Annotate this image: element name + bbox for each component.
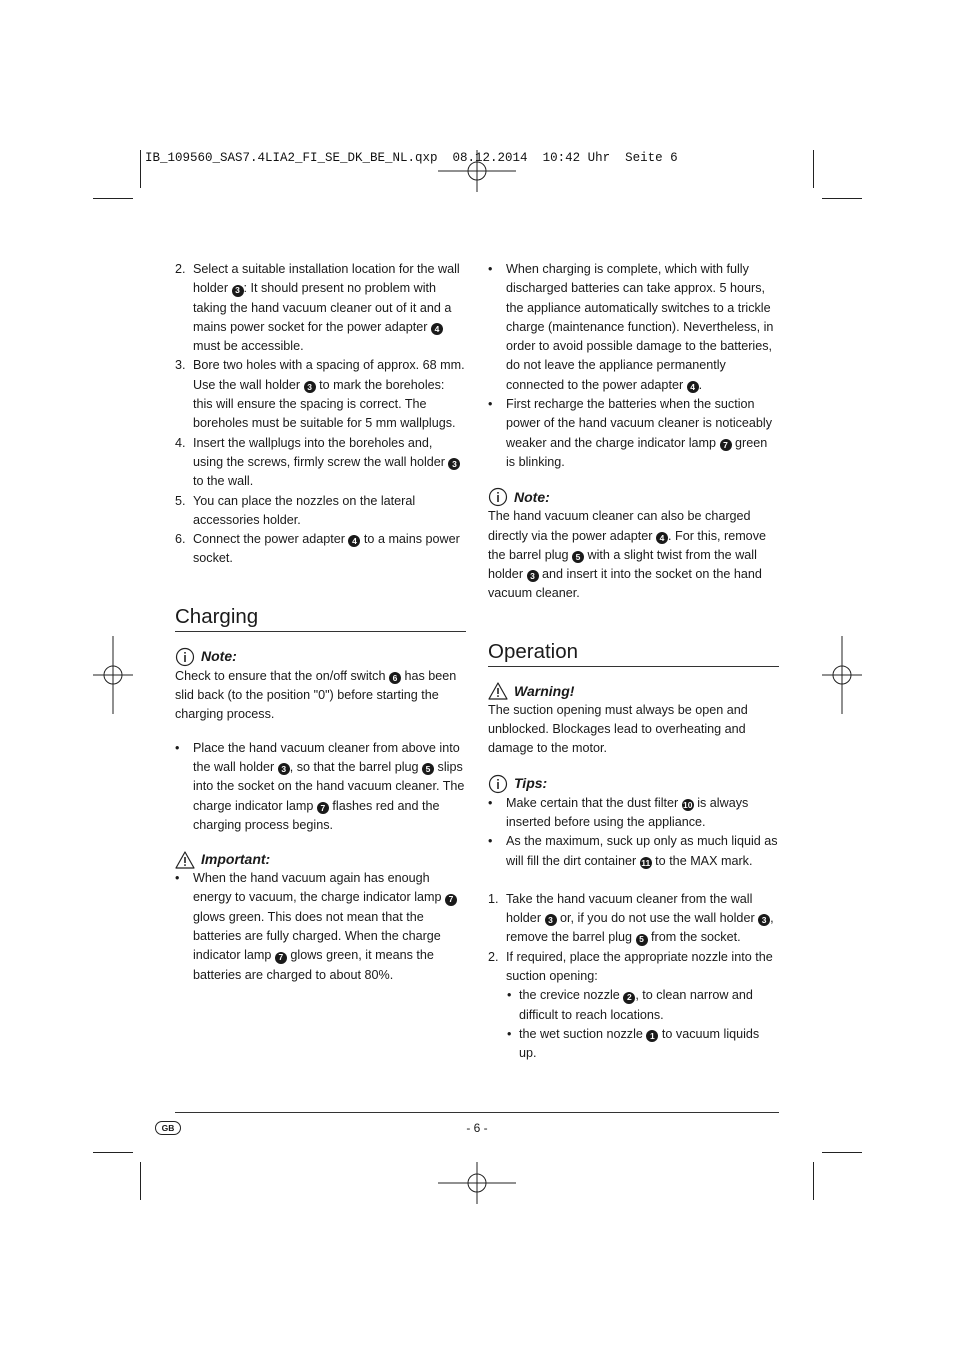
list-item-text (506, 397, 772, 469)
list-item (175, 492, 466, 531)
reference-number-badge: 11 (641, 857, 651, 868)
tips-label: Tips: (514, 775, 548, 792)
list-marker: • (488, 262, 493, 276)
reference-number-badge: 1 (646, 1030, 658, 1042)
reference-number-badge: 3 (304, 381, 316, 393)
note-text (175, 667, 466, 725)
list-item-text (193, 871, 457, 981)
reference-number-badge: 4 (656, 532, 668, 544)
crop-mark (140, 150, 141, 188)
crop-mark (93, 1152, 133, 1153)
list-item (488, 260, 779, 395)
registration-mark-left-icon (93, 636, 133, 714)
right-column (488, 260, 779, 1064)
text-run: As the maximum, suck up only as much liquid as will fill the dirt container (506, 834, 778, 868)
operation-steps (488, 890, 779, 986)
text-run: The suction opening must always be open and unblocked. Blockages lead to overheating and damage to the motor. (488, 702, 748, 756)
left-column (175, 260, 466, 985)
list-marker: • (488, 834, 493, 849)
charging-bullets (175, 739, 466, 835)
list-item-text (193, 494, 415, 527)
registration-mark-bottom-icon (438, 1162, 516, 1204)
reference-number-badge: 6 (389, 672, 401, 684)
reference-number-badge: 3 (527, 570, 539, 582)
reference-number-badge: 3 (232, 285, 244, 297)
text-run: green is blinking. (506, 435, 768, 469)
warning-text (488, 701, 779, 759)
list-item-text (519, 1027, 759, 1060)
installation-steps (175, 260, 466, 569)
text-run: the crevice nozzle (519, 988, 624, 1003)
note-label: Note: (201, 648, 237, 665)
list-item-text (193, 436, 460, 489)
text-run: Connect the power adapter (193, 532, 349, 547)
list-item-text (506, 262, 773, 392)
important-label: Important: (201, 851, 271, 868)
list-item-text (506, 892, 774, 945)
list-item (175, 356, 466, 433)
list-marker: 5. (175, 493, 186, 508)
text-run: Take the hand vacuum cleaner from the wall holder (506, 891, 753, 926)
registration-mark-right-icon (822, 636, 862, 714)
note-text (488, 507, 779, 603)
text-run: to the MAX mark. (651, 853, 753, 868)
text-run: has been slid back (to the position "0") before starting the charging process. (175, 668, 457, 722)
list-item (175, 739, 466, 835)
operation-heading: Operation (488, 640, 779, 667)
text-run: , remove the barrel plug (506, 911, 774, 945)
tips-callout (488, 774, 779, 794)
text-run: to the wall. (193, 474, 254, 489)
text-run: If required, place the appropriate nozzle into the suction opening: (506, 949, 773, 984)
note-label: Note: (514, 488, 550, 505)
crop-mark (140, 1162, 141, 1200)
nozzle-options (488, 986, 779, 1063)
list-item (175, 869, 466, 985)
text-run: When the hand vacuum again has enough energy to vacuum, the charge indicator lamp (193, 871, 446, 905)
language-badge: GB (155, 1121, 181, 1135)
list-item (488, 986, 779, 1025)
reference-number-badge: 5 (422, 763, 434, 775)
text-run: : It should present no problem with taking the hand vacuum cleaner out of it and a mains power socket for the power adapter (193, 281, 452, 334)
list-marker: • (507, 1026, 512, 1041)
reference-number-badge: 7 (445, 894, 457, 906)
reference-number-badge: 4 (348, 535, 360, 547)
warning-label: Warning! (514, 682, 575, 699)
list-marker: 2. (488, 949, 499, 964)
crop-mark (93, 198, 133, 199)
page-number: - 6 - (466, 1121, 488, 1135)
list-item (488, 395, 779, 472)
note-callout (488, 487, 779, 507)
list-marker: • (507, 988, 512, 1003)
text-run: , to clean narrow and difficult to reach locations. (519, 988, 753, 1022)
text-run: . For this, remove the barrel plug (488, 528, 766, 562)
text-run: Select a suitable installation location for the wall holder (193, 262, 460, 296)
list-marker: • (175, 740, 180, 755)
text-run: with a slight twist from the wall holder (488, 547, 757, 582)
list-item-text (506, 950, 773, 983)
text-run: to vacuum liquids up. (519, 1026, 760, 1061)
list-marker: 3. (175, 358, 186, 373)
text-run: Place the hand vacuum cleaner from above into the wall holder (193, 740, 460, 774)
important-bullets (175, 869, 466, 985)
text-run: Bore two holes with a spacing of approx. 68 mm. Use the wall holder (193, 358, 465, 392)
reference-number-badge: 10 (682, 799, 693, 810)
list-marker: • (175, 871, 180, 886)
list-marker: 2. (175, 262, 186, 276)
list-item (488, 1025, 779, 1064)
text-run: glows green, it means the batteries are charged to about 80%. (193, 948, 434, 982)
text-run: to mark the boreholes: this will ensure the spacing is correct. The boreholes must be suitable for 5 mm wallplugs. (193, 377, 456, 431)
list-item (175, 260, 466, 356)
list-item (488, 890, 779, 948)
list-item-text (193, 532, 460, 565)
text-run: Insert the wallplugs into the boreholes and, using the screws, firmly screw the wall holder (193, 435, 449, 469)
text-run: , so that the barrel plug (289, 759, 423, 774)
warning-callout (488, 682, 779, 701)
crop-mark (822, 198, 862, 199)
text-run: When charging is complete, which with fully discharged batteries can take approx. 5 hours, the appliance automatically switches to a trickle charge (maintenance function). Nevertheless, in order to avoid possible damage to the batteries, do not leave the appliance permanently connected to the power adapter (506, 262, 774, 392)
list-item (175, 530, 466, 569)
list-item-text (193, 741, 464, 832)
text-run: The hand vacuum cleaner can also be charged directly via the power adapter (488, 509, 751, 543)
print-slug-line: IB_109560_SAS7.4LIA2_FI_SE_DK_BE_NL.qxp 08.12.2014 10:42 Uhr Seite 6 (145, 151, 678, 165)
list-item-text (193, 262, 460, 353)
text-run: glows green. This does not mean that the batteries are fully charged. When the charge indicator lamp (193, 909, 441, 963)
list-item-text (519, 988, 753, 1021)
important-callout (175, 850, 466, 869)
charging-heading: Charging (175, 605, 466, 632)
info-icon (488, 774, 508, 794)
tips-list (488, 794, 779, 871)
list-marker: 4. (175, 435, 186, 450)
text-run: or, if you do not use the wall holder (556, 911, 759, 926)
reference-number-badge: 5 (572, 551, 584, 563)
text-run: must be accessible. (193, 339, 304, 354)
reference-number-badge: 3 (278, 763, 290, 775)
footer-rule (175, 1112, 779, 1113)
text-run: slips into the socket on the hand vacuum cleaner. The charge indicator lamp (193, 759, 465, 813)
warning-triangle-icon (175, 851, 195, 869)
text-run: from the socket. (647, 930, 741, 945)
text-run: and insert it into the socket on the hand vacuum cleaner. (488, 567, 762, 601)
text-run: the wet suction nozzle (519, 1026, 647, 1041)
list-marker: • (488, 397, 493, 412)
text-run: Make certain that the dust filter (506, 795, 682, 810)
text-run: Check to ensure that the on/off switch (175, 668, 389, 683)
list-item (488, 794, 779, 833)
crop-mark (822, 1152, 862, 1153)
text-run: to a mains power socket. (193, 532, 460, 566)
reference-number-badge: 4 (431, 323, 443, 335)
info-icon (488, 487, 508, 507)
reference-number-badge: 3 (448, 458, 460, 470)
crop-mark (813, 1162, 814, 1200)
warning-triangle-icon (488, 682, 508, 700)
list-item-text (506, 796, 748, 829)
list-item (488, 832, 779, 871)
list-item (175, 434, 466, 492)
info-icon (175, 647, 195, 667)
reference-number-badge: 7 (275, 952, 287, 964)
text-run: You can place the nozzles on the lateral accessories holder. (193, 493, 416, 527)
list-item (488, 948, 779, 987)
note-callout (175, 647, 466, 667)
list-item-text (193, 358, 465, 430)
list-marker: • (488, 795, 493, 810)
reference-number-badge: 7 (317, 802, 329, 814)
list-item-text (506, 834, 778, 867)
crop-mark (813, 150, 814, 188)
charging-bullets-continued (488, 260, 779, 472)
text-run: First recharge the batteries when the suction power of the hand vacuum cleaner is noticeably weaker and the charge indicator lamp (506, 397, 773, 450)
list-marker: 1. (488, 891, 499, 906)
reference-number-badge: 5 (636, 934, 648, 946)
reference-number-badge: 2 (623, 992, 635, 1004)
text-run: flashes red and the charging process begins. (193, 798, 440, 832)
reference-number-badge: 7 (720, 439, 732, 451)
reference-number-badge: 3 (758, 914, 770, 926)
list-marker: 6. (175, 532, 186, 547)
text-run: . (698, 377, 703, 392)
reference-number-badge: 4 (687, 381, 699, 393)
reference-number-badge: 3 (545, 914, 557, 926)
text-run: is always inserted before using the appliance. (506, 795, 749, 829)
